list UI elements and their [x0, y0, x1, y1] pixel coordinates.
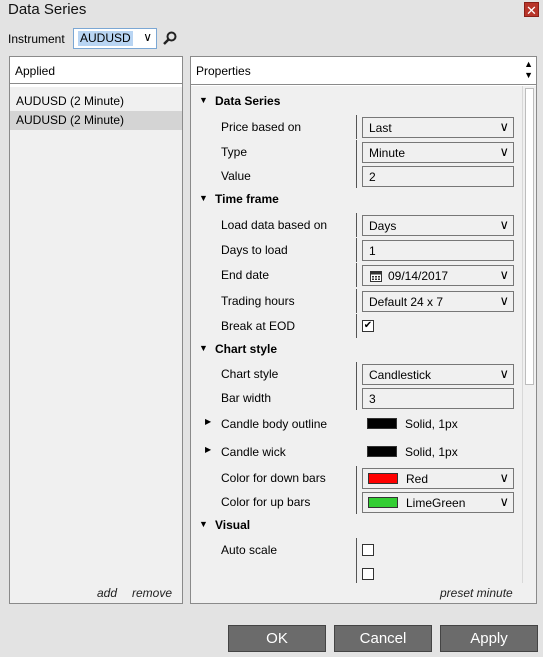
select-value: Candlestick	[369, 368, 432, 382]
prop-label: Chart style	[221, 367, 279, 381]
prop-label: Price based on	[221, 120, 302, 134]
section-title: Chart style	[215, 342, 278, 356]
bar-width-input[interactable]	[362, 388, 514, 409]
prop-label: End date	[221, 268, 270, 282]
chevron-down-icon: ∨	[499, 119, 509, 134]
chevron-down-icon: ∨	[499, 494, 509, 509]
divider	[356, 362, 357, 386]
prop-label: Load data based on	[221, 218, 328, 232]
chevron-down-icon: ∨	[499, 217, 509, 232]
prop-price-based-on	[191, 115, 522, 139]
color-swatch	[368, 473, 398, 484]
chevron-down-icon: ∨	[499, 267, 509, 282]
prop-partial-row	[191, 562, 522, 583]
chevron-down-icon: ∨	[499, 144, 509, 159]
date-value: 09/14/2017	[388, 269, 449, 283]
stroke-value: Solid, 1px	[405, 445, 458, 459]
prop-label: Days to load	[221, 243, 288, 257]
section-title: Data Series	[215, 94, 281, 108]
chart-style-select[interactable]	[362, 364, 514, 385]
remove-link[interactable]: remove	[132, 586, 173, 600]
preset-minute-link[interactable]: preset minute	[440, 586, 513, 600]
stroke-swatch	[367, 446, 397, 457]
close-icon: ✕	[526, 3, 537, 18]
list-item[interactable]: AUDUSD (2 Minute)	[16, 94, 125, 108]
applied-header	[10, 57, 182, 84]
prop-label: Candle body outline	[221, 417, 328, 431]
divider	[356, 562, 357, 583]
properties-footer	[191, 583, 536, 603]
divider	[356, 466, 357, 490]
divider	[356, 386, 357, 410]
vertical-scrollbar[interactable]	[522, 86, 536, 583]
prop-label: Type	[221, 145, 248, 159]
prop-label: Color for up bars	[221, 495, 311, 509]
prop-bar-width	[191, 386, 522, 410]
select-value: Default 24 x 7	[369, 295, 444, 309]
prop-trading-hours	[191, 289, 522, 313]
divider	[356, 314, 357, 338]
applied-panel	[9, 56, 183, 604]
ok-button[interactable]: OK	[228, 625, 326, 652]
expand-triangle-icon[interactable]: ▶	[205, 417, 212, 426]
checkbox[interactable]	[362, 568, 374, 580]
input-value: 2	[369, 170, 376, 184]
type-select[interactable]	[362, 142, 514, 163]
prop-auto-scale	[191, 538, 522, 562]
divider	[356, 115, 357, 139]
properties-header-label: Properties	[196, 64, 251, 78]
section-data-series[interactable]	[191, 90, 522, 114]
chevron-down-icon: ∨	[499, 470, 509, 485]
instrument-label: Instrument	[8, 32, 65, 46]
up-bars-color-select[interactable]	[362, 492, 514, 513]
scrollbar-thumb[interactable]	[525, 88, 534, 385]
collapse-triangle-icon[interactable]: ▼	[199, 343, 208, 353]
load-data-select[interactable]	[362, 215, 514, 236]
auto-scale-checkbox[interactable]	[362, 544, 374, 556]
prop-value	[191, 164, 522, 188]
applied-footer	[10, 583, 182, 603]
color-swatch	[368, 497, 398, 508]
chevron-down-icon: ∨	[143, 30, 152, 44]
instrument-select[interactable]	[73, 28, 157, 49]
prop-up-bars-color	[191, 490, 522, 514]
collapse-triangle-icon[interactable]: ▼	[199, 95, 208, 105]
sort-arrows-icon[interactable]: ▲ ▼	[524, 59, 533, 80]
section-time-frame[interactable]	[191, 188, 522, 212]
applied-header-label: Applied	[15, 64, 56, 78]
prop-label: Value	[221, 169, 251, 183]
search-icon[interactable]	[162, 30, 178, 46]
color-value: LimeGreen	[406, 496, 466, 510]
expand-triangle-icon[interactable]: ▶	[205, 445, 212, 454]
cancel-button[interactable]: Cancel	[334, 625, 432, 652]
prop-label: Color for down bars	[221, 471, 326, 485]
select-value: Last	[369, 121, 392, 135]
divider	[356, 490, 357, 514]
candle-wick-stroke[interactable]	[362, 442, 514, 463]
stroke-value: Solid, 1px	[405, 417, 458, 431]
section-title: Visual	[215, 518, 251, 532]
price-based-on-select[interactable]	[362, 117, 514, 138]
divider	[356, 213, 357, 237]
apply-button[interactable]: Apply	[440, 625, 538, 652]
trading-hours-select[interactable]	[362, 291, 514, 312]
calendar-icon	[370, 270, 382, 282]
prop-label: Auto scale	[221, 543, 278, 557]
divider	[356, 164, 357, 188]
prop-load-data	[191, 213, 522, 237]
prop-label: Break at EOD	[221, 319, 296, 333]
section-visual[interactable]	[191, 514, 522, 538]
prop-label: Candle wick	[221, 445, 286, 459]
prop-days-to-load	[191, 238, 522, 262]
divider	[356, 538, 357, 562]
prop-candle-body-outline[interactable]	[191, 412, 522, 436]
select-value: Minute	[369, 146, 406, 160]
input-value: 3	[369, 392, 376, 406]
collapse-triangle-icon[interactable]: ▼	[199, 519, 208, 529]
input-value: 1	[369, 244, 376, 258]
select-value: Days	[369, 219, 397, 233]
properties-panel	[190, 56, 537, 604]
prop-type	[191, 140, 522, 164]
color-value: Red	[406, 472, 429, 486]
divider	[356, 263, 357, 287]
value-input[interactable]	[362, 166, 514, 187]
instrument-value: AUDUSD	[80, 31, 131, 45]
stroke-swatch	[367, 418, 397, 429]
break-eod-checkbox[interactable]: ✔	[363, 320, 373, 331]
list-item-selected[interactable]: AUDUSD (2 Minute)	[10, 111, 182, 130]
prop-break-eod	[191, 314, 522, 338]
prop-end-date	[191, 263, 522, 287]
divider	[356, 140, 357, 164]
collapse-triangle-icon[interactable]: ▼	[199, 193, 208, 203]
chevron-down-icon: ∨	[499, 366, 509, 381]
section-title: Time frame	[215, 192, 279, 206]
property-grid	[191, 86, 522, 583]
prop-candle-wick[interactable]	[191, 440, 522, 464]
divider	[356, 238, 357, 262]
divider	[356, 289, 357, 313]
close-button[interactable]	[524, 2, 539, 17]
prop-chart-style	[191, 362, 522, 386]
title-bar	[0, 0, 543, 22]
add-link[interactable]: add	[97, 586, 118, 600]
prop-label: Trading hours	[221, 294, 295, 308]
applied-list	[10, 87, 182, 583]
down-bars-color-select[interactable]	[362, 468, 514, 489]
window-title: Data Series	[8, 1, 87, 18]
properties-header	[191, 57, 536, 85]
end-date-picker[interactable]	[362, 265, 514, 286]
prop-down-bars-color	[191, 466, 522, 490]
chevron-down-icon: ∨	[499, 293, 509, 308]
section-chart-style[interactable]	[191, 338, 522, 362]
days-to-load-input[interactable]	[362, 240, 514, 261]
candle-body-outline-stroke[interactable]	[362, 414, 514, 435]
prop-label: Bar width	[221, 391, 272, 405]
